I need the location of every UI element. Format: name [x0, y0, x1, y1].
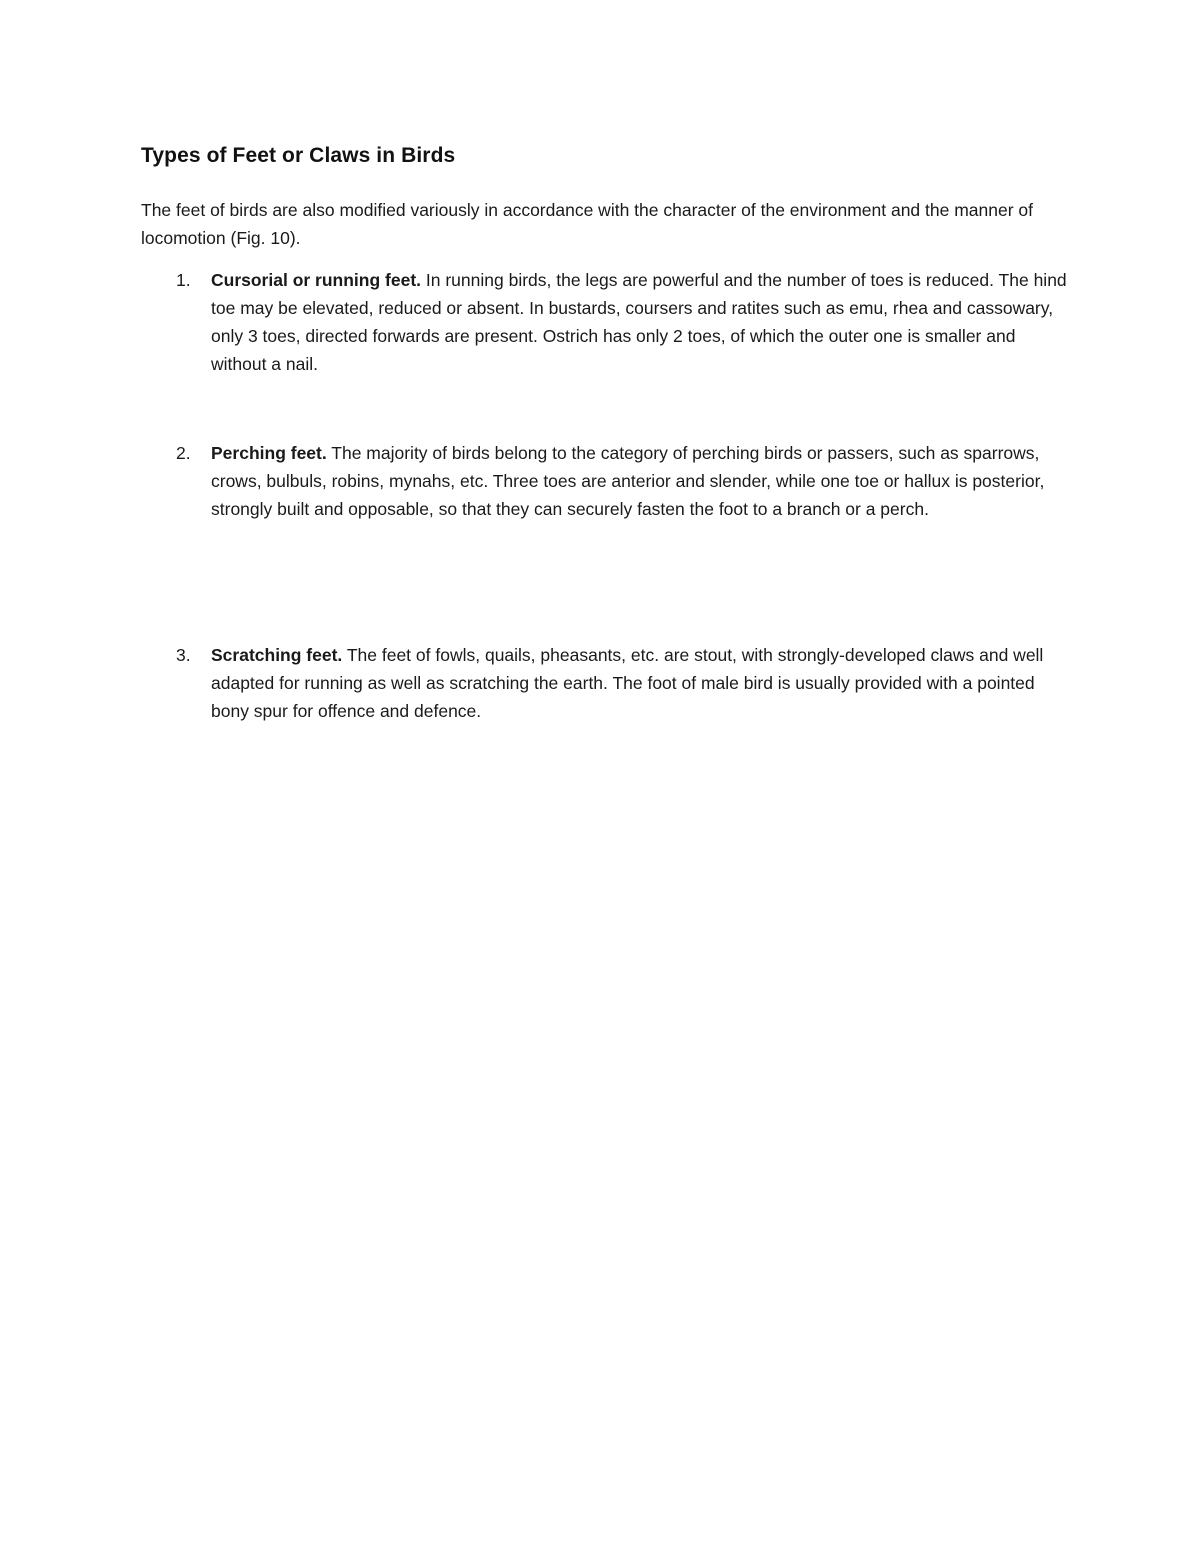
list-item-heading: Scratching feet. — [211, 645, 343, 665]
list-item-perching — [141, 439, 1081, 523]
list-item-number: 3. — [176, 645, 191, 665]
list-item-cursorial — [141, 266, 1081, 378]
list-item-body: The majority of birds belong to the category of perching birds or passers, such as sparrows, crows, bulbuls, robins, mynahs, etc. Three toes are anterior and slender, while one toe or hallux is posterior, strongly built and opposable, so that they can securely fasten the foot to a branch or a perch. — [211, 443, 1045, 519]
list-item-scratching — [141, 641, 1081, 725]
list-item-text — [211, 439, 1071, 523]
list-item-heading: Cursorial or running feet. — [211, 270, 422, 290]
list-item-heading: Perching feet. — [211, 443, 327, 463]
list-item-number: 1. — [176, 270, 191, 290]
intro-paragraph: The feet of birds are also modified variously in accordance with the character of the environment and the manner of locomotion (Fig. 10). — [141, 200, 1034, 248]
list-item-number: 2. — [176, 443, 191, 463]
list-item-text — [211, 641, 1071, 725]
list-item-body: In running birds, the legs are powerful and the number of toes is reduced. The hind toe may be elevated, reduced or absent. In bustards, coursers and ratites such as emu, rhea and cassowary, only 3 toes, directed forwards are present. Ostrich has only 2 toes, of which the outer one is smaller and without a nail. — [211, 270, 1067, 374]
list-item-body: The feet of fowls, quails, pheasants, etc. are stout, with strongly-developed claws and well adapted for running as well as scratching the earth. The foot of male bird is usually provided with a pointed bony spur for offence and defence. — [211, 645, 1044, 721]
list-item-text — [211, 266, 1071, 378]
page-title: Types of Feet or Claws in Birds — [141, 144, 456, 167]
